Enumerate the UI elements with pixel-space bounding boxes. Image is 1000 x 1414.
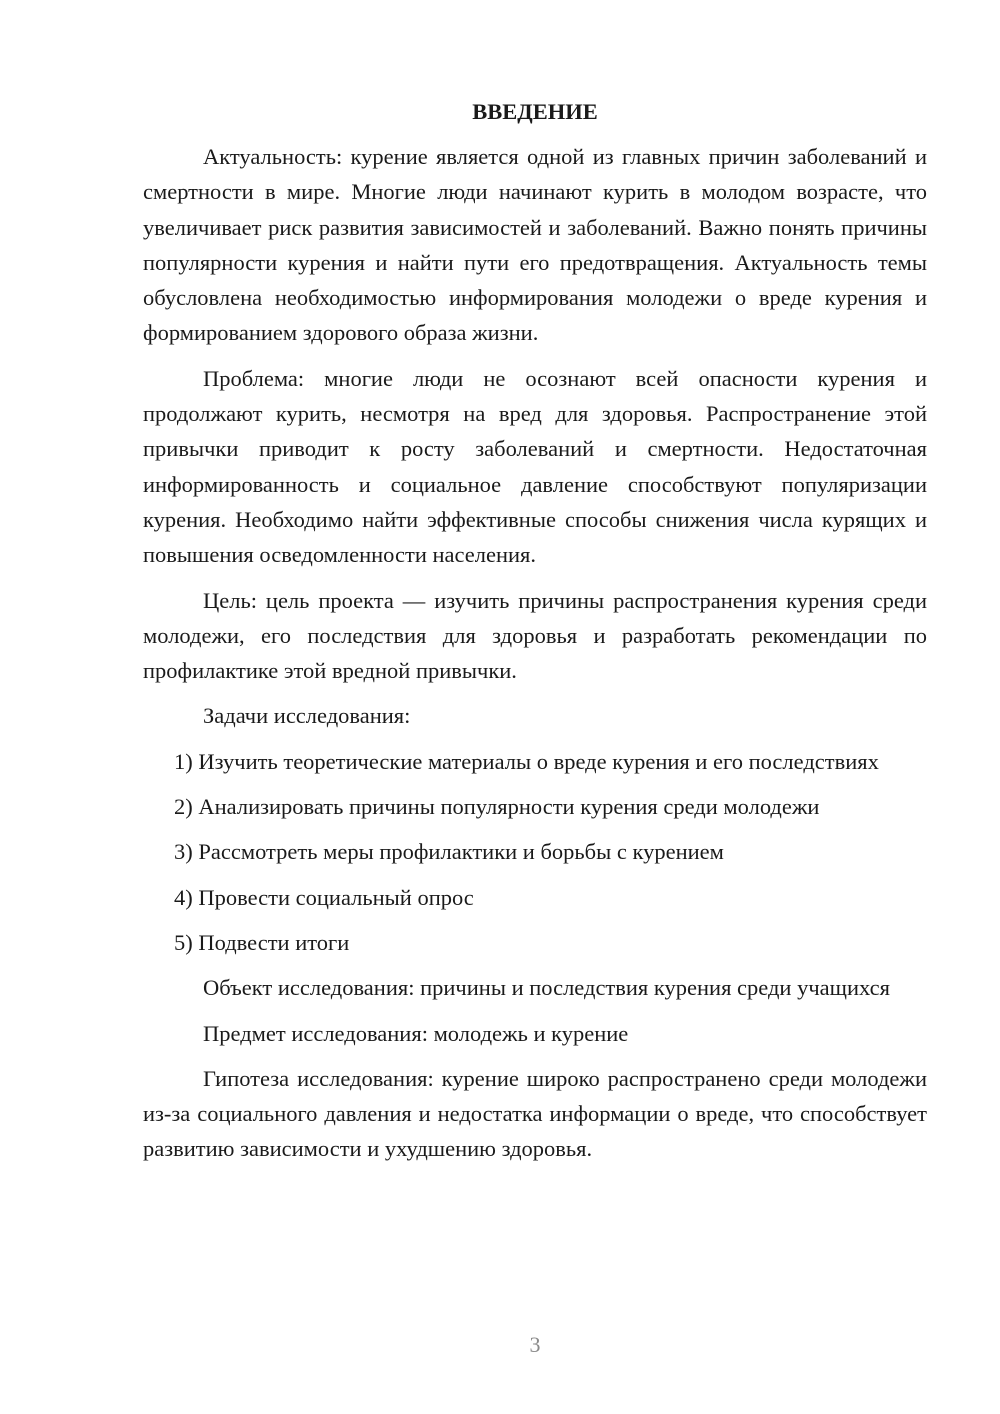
paragraph-goal: Цель: цель проекта — изучить причины распространения курения среди молодежи, его последствия для здоровья и разработать рекомендации по профилактике этой вредной привычки.	[143, 587, 927, 684]
page-title: ВВЕДЕНИЕ	[472, 99, 598, 124]
paragraph-problem: Проблема: многие люди не осознают всей опасности курения и продолжают курить, несмотря на вред для здоровья. Распространение этой привычки приводит к росту заболеваний и смертности. Недостаточная информированность и социальное давление способствуют популяризации курения. Необходимо найти эффективные способы снижения числа курящих и повышения осведомленности населения.	[143, 365, 927, 568]
list-item: 4) Провести социальный опрос	[174, 884, 474, 910]
page-content	[143, 94, 927, 1177]
paragraph-hypothesis: Гипотеза исследования: курение широко распространено среди молодежи из-за социального давления и недостатка информации о вреде, что способствует развитию зависимости и ухудшению здоровья.	[143, 1065, 927, 1162]
list-item: 1) Изучить теоретические материалы о вреде курения и его последствиях	[174, 748, 879, 774]
list-item: 2) Анализировать причины популярности курения среди молодежи	[174, 794, 820, 820]
list-item: 5) Подвести итоги	[174, 929, 350, 955]
paragraph-object: Объект исследования: причины и последствия курения среди учащихся	[203, 975, 890, 1001]
paragraph-relevance: Актуальность: курение является одной из главных причин заболеваний и смертности в мире. Многие люди начинают курить в молодом возрасте, что увеличивает риск развития зависимостей и заболеваний. Важно понять причины популярности курения и найти пути его предотвращения. Актуальность темы обусловлена необходимостью информирования молодежи о вреде курения и формированием здорового образа жизни.	[143, 144, 927, 346]
paragraph-tasks-heading: Задачи исследования:	[203, 703, 411, 729]
tasks-list	[143, 744, 927, 960]
paragraph-subject: Предмет исследования: молодежь и курение	[203, 1020, 629, 1046]
page-number: 3	[529, 1332, 541, 1357]
list-item: 3) Рассмотреть меры профилактики и борьбы с курением	[174, 839, 724, 865]
